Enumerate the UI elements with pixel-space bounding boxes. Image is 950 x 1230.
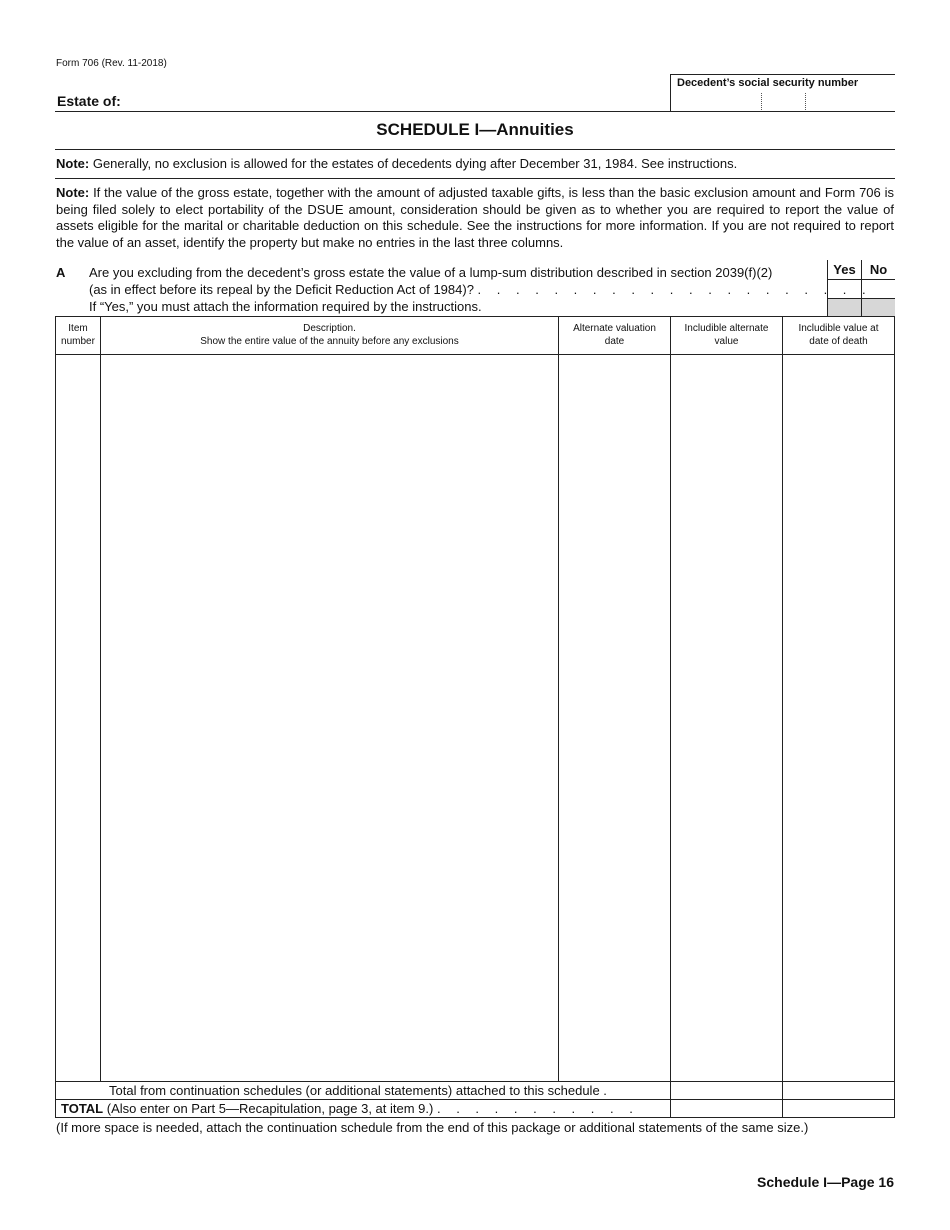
- item-number-entry-area[interactable]: [57, 356, 99, 1079]
- yes-label: Yes: [833, 262, 856, 277]
- alt-value-entry-area[interactable]: [672, 356, 781, 1079]
- col-header-alt-date: [559, 322, 670, 348]
- question-a-line-2-text: (as in effect before its repeal by the Deficit Reduction Act of 1984)?: [89, 282, 474, 297]
- ssn-left-rule: [670, 74, 671, 111]
- continuation-total-text: Total from continuation schedules (or additional statements) attached to this schedule: [109, 1083, 600, 1098]
- table-bottom-rule: [55, 1117, 895, 1118]
- yes-checkbox[interactable]: [829, 281, 860, 297]
- col-header-description-line-2: Show the entire value of the annuity before any exclusions: [200, 336, 459, 347]
- yesno-header-rule: [827, 279, 895, 280]
- form-id: Form 706 (Rev. 11-2018): [56, 58, 167, 69]
- col-header-item-line-2: number: [61, 336, 95, 347]
- table-body-bottom-rule: [55, 1081, 895, 1082]
- footer-note: (If more space is needed, attach the continuation schedule from the end of this package or additional statements of the same size.): [56, 1120, 809, 1135]
- col-header-death-value: [783, 322, 894, 348]
- continuation-alt-value-field[interactable]: [672, 1083, 781, 1098]
- col-header-alt-value: [671, 322, 782, 348]
- alt-date-entry-area[interactable]: [560, 356, 669, 1079]
- no-shaded-cell: [862, 299, 895, 316]
- continuation-total-leader: .: [603, 1083, 607, 1098]
- total-leaders: . . . . . . . . . . .: [436, 1101, 639, 1116]
- col-header-death-value-line-2: date of death: [809, 336, 868, 347]
- note-2-text: If the value of the gross estate, together with the amount of adjusted taxable gifts, is less than the basic exclusion amount and Form 706 is being filed solely to elect portability of the DSUE amount, consideration should be given as to whether you are required to report the value of assets eligible for the marital or charitable deduction on this schedule. See the instructions for more information. If you are not required to report the value of an asset, identify the property but make no entries in the last three columns.: [56, 185, 894, 250]
- header-bottom-rule: [55, 111, 895, 112]
- col-header-description-line-1: Description.: [303, 323, 356, 334]
- table-header-rule: [55, 354, 895, 355]
- question-a-line-1: Are you excluding from the decedent’s gross estate the value of a lump-sum distribution described in section 2039(f)(2): [89, 265, 773, 280]
- col-header-death-value-line-1: Includible value at: [798, 323, 879, 334]
- col-header-description: [101, 322, 558, 348]
- col-item-rule: [100, 316, 101, 1081]
- estate-of-label: Estate of:: [57, 93, 121, 109]
- note-1-bottom-rule: [55, 178, 895, 179]
- schedule-title: SCHEDULE I—Annuities: [376, 120, 574, 139]
- total-label: TOTAL: [61, 1101, 104, 1116]
- continuation-death-value-field[interactable]: [784, 1083, 893, 1098]
- no-label: No: [869, 262, 888, 277]
- question-a-line-3: If “Yes,” you must attach the information required by the instructions.: [89, 299, 482, 314]
- ssn-label: Decedent’s social security number: [677, 77, 859, 89]
- continuation-total-label: [109, 1083, 607, 1098]
- death-value-entry-area[interactable]: [784, 356, 893, 1079]
- title-bottom-rule: [55, 149, 895, 150]
- total-text: (Also enter on Part 5—Recapitulation, page 3, at item 9.): [103, 1101, 434, 1116]
- col-header-item-line-1: Item: [68, 323, 88, 334]
- table-right-rule: [894, 316, 895, 1117]
- note-1: [56, 156, 894, 173]
- total-row-label: [61, 1101, 639, 1116]
- total-alt-value-field[interactable]: [672, 1101, 781, 1116]
- question-a-leaders: . . . . . . . . . . . . . . . . . . . . .: [477, 282, 872, 297]
- page-label: Schedule I—Page 16: [757, 1174, 894, 1190]
- note-2-label: Note:: [56, 185, 90, 200]
- note-1-text: Generally, no exclusion is allowed for the estates of decedents dying after December 31, 1984. See instructions.: [89, 156, 738, 171]
- no-checkbox[interactable]: [863, 281, 894, 297]
- yes-shaded-cell: [828, 299, 861, 316]
- question-a-line-2: [89, 282, 872, 297]
- col-alt-date-rule: [670, 316, 671, 1117]
- col-description-rule: [558, 316, 559, 1081]
- estate-of-input[interactable]: [130, 88, 665, 110]
- col-header-alt-value-line-2: value: [714, 336, 739, 347]
- note-1-label: Note:: [56, 156, 90, 171]
- ssn-input[interactable]: [672, 92, 892, 110]
- ssn-top-rule: [670, 74, 895, 75]
- col-alt-value-rule: [782, 316, 783, 1117]
- table-top-rule: [55, 316, 895, 317]
- continuation-row-rule: [55, 1099, 895, 1100]
- description-entry-area[interactable]: [102, 356, 557, 1079]
- col-header-item: [56, 322, 100, 348]
- col-header-alt-date-line-2: date: [604, 336, 625, 347]
- table-left-rule: [55, 316, 56, 1117]
- col-header-alt-date-line-1: Alternate valuation: [573, 323, 656, 334]
- question-a-letter: A: [56, 265, 66, 280]
- total-death-value-field[interactable]: [784, 1101, 893, 1116]
- col-header-alt-value-line-1: Includible alternate: [684, 323, 769, 334]
- note-2: [56, 185, 894, 251]
